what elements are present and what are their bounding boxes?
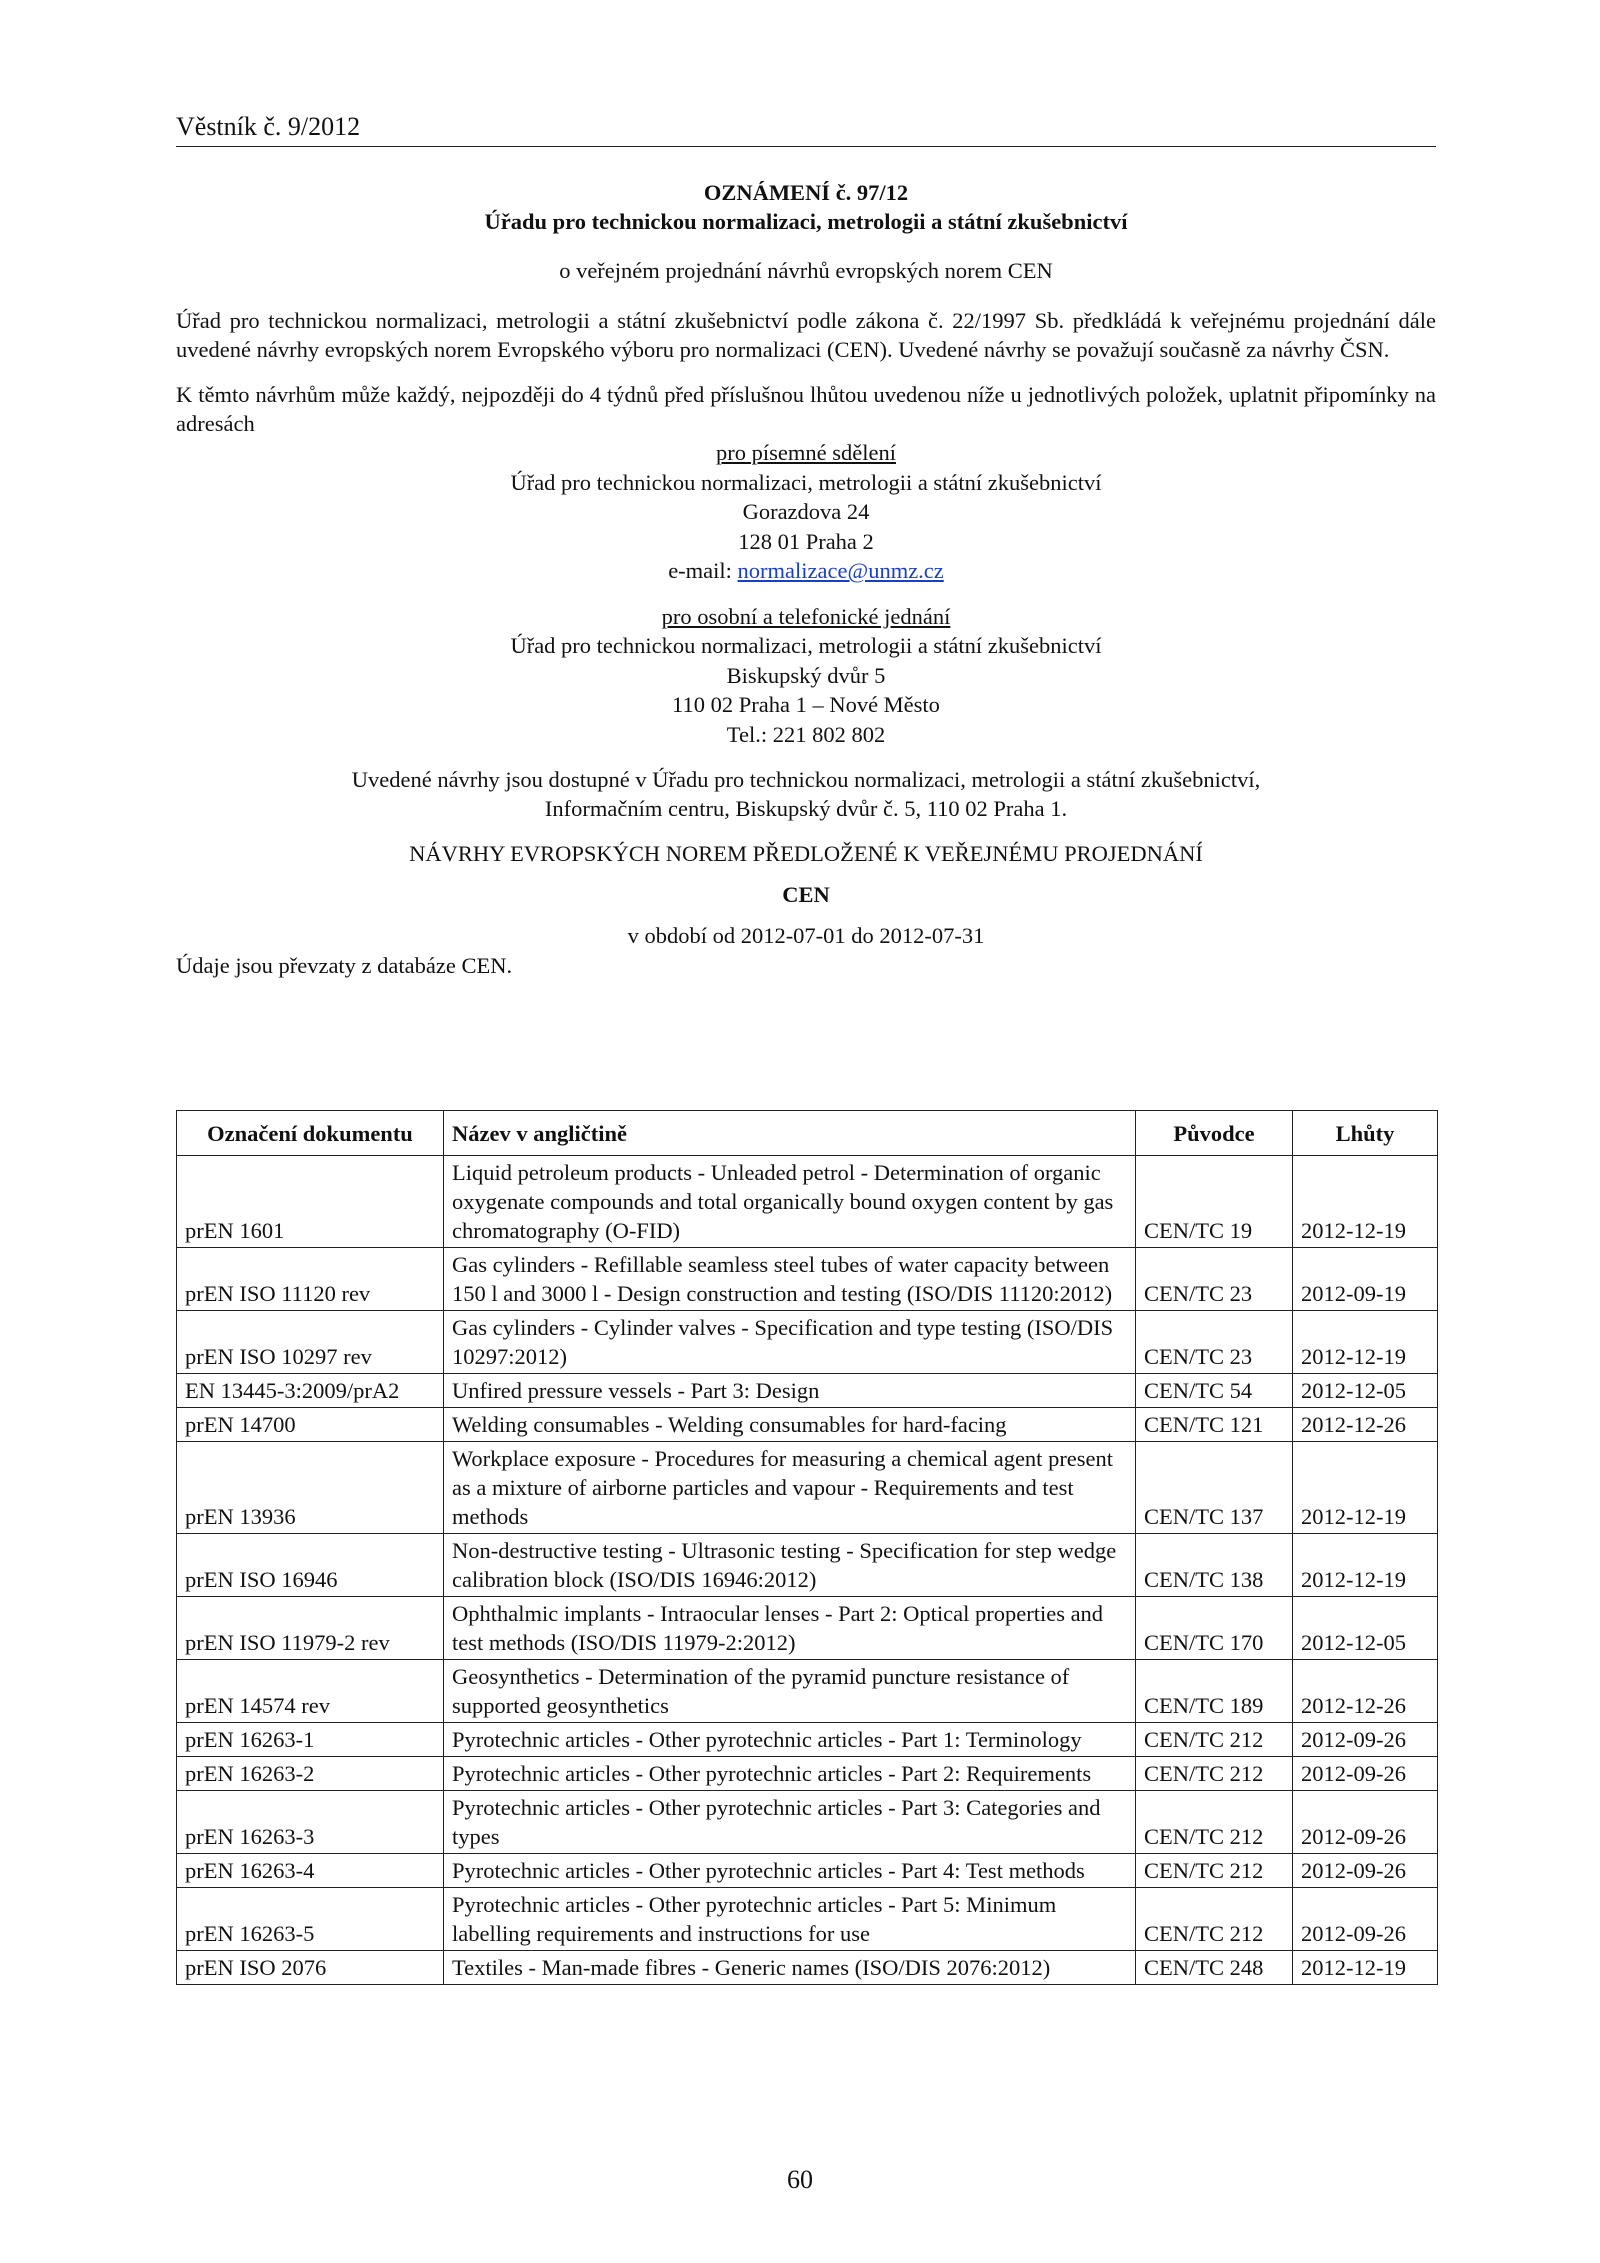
written-address-line3: 128 01 Praha 2 bbox=[738, 528, 874, 554]
notice-subject: o veřejném projednání návrhů evropských norem CEN bbox=[559, 258, 1053, 283]
personal-address-heading: pro osobní a telefonické jednání bbox=[661, 603, 951, 629]
availability-line1: Uvedené návrhy jsou dostupné v Úřadu pro technickou normalizaci, metrologii a státní zkušebnictví, bbox=[351, 767, 1261, 792]
cell-deadline: 2012-09-26 bbox=[1293, 1854, 1438, 1888]
cell-deadline: 2012-09-26 bbox=[1293, 1888, 1438, 1951]
table-row bbox=[177, 1442, 1438, 1534]
cell-title: Textiles - Man-made fibres - Generic names (ISO/DIS 2076:2012) bbox=[444, 1951, 1136, 1985]
comments-paragraph: K těmto návrhům může každý, nejpozději do 4 týdnů před příslušnou lhůtou uvedenou níže u jednotlivých položek, uplatnit připomínky na adresách bbox=[176, 382, 1436, 436]
cell-originator: CEN/TC 137 bbox=[1136, 1442, 1293, 1534]
cell-originator: CEN/TC 189 bbox=[1136, 1660, 1293, 1723]
cell-title: Pyrotechnic articles - Other pyrotechnic articles - Part 4: Test methods bbox=[444, 1854, 1136, 1888]
table-row bbox=[177, 1888, 1438, 1951]
cell-title: Non-destructive testing - Ultrasonic testing - Specification for step wedge calibration block (ISO/DIS 16946:2012) bbox=[444, 1534, 1136, 1597]
cell-title: Welding consumables - Welding consumables for hard-facing bbox=[444, 1408, 1136, 1442]
cell-document-id: prEN ISO 16946 bbox=[177, 1534, 444, 1597]
cell-document-id: prEN 14574 rev bbox=[177, 1660, 444, 1723]
cell-originator: CEN/TC 138 bbox=[1136, 1534, 1293, 1597]
table-row bbox=[177, 1791, 1438, 1854]
notice-content bbox=[176, 178, 1436, 980]
cell-document-id: prEN ISO 11120 rev bbox=[177, 1248, 444, 1311]
cell-deadline: 2012-12-26 bbox=[1293, 1408, 1438, 1442]
cell-deadline: 2012-09-19 bbox=[1293, 1248, 1438, 1311]
cell-deadline: 2012-09-26 bbox=[1293, 1757, 1438, 1791]
written-address-heading: pro písemné sdělení bbox=[716, 440, 896, 465]
cell-title: Pyrotechnic articles - Other pyrotechnic articles - Part 5: Minimum labelling requirements and instructions for use bbox=[444, 1888, 1136, 1951]
cell-title: Pyrotechnic articles - Other pyrotechnic articles - Part 1: Terminology bbox=[444, 1723, 1136, 1757]
cell-title: Ophthalmic implants - Intraocular lenses - Part 2: Optical properties and test methods (ISO/DIS 11979-2:2012) bbox=[444, 1597, 1136, 1660]
table-row bbox=[177, 1408, 1438, 1442]
written-address-line2: Gorazdova 24 bbox=[742, 499, 870, 524]
section-org: CEN bbox=[782, 882, 830, 907]
cell-document-id: prEN 16263-4 bbox=[177, 1854, 444, 1888]
cell-title: Workplace exposure - Procedures for measuring a chemical agent present as a mixture of airborne particles and vapour - Requirements and test methods bbox=[444, 1442, 1136, 1534]
notice-number: OZNÁMENÍ č. 97/12 bbox=[703, 180, 909, 205]
cell-deadline: 2012-12-05 bbox=[1293, 1374, 1438, 1408]
availability-line2: Informačním centru, Biskupský dvůr č. 5, 110 02 Praha 1. bbox=[544, 796, 1068, 821]
cell-originator: CEN/TC 212 bbox=[1136, 1888, 1293, 1951]
personal-address-phone: Tel.: 221 802 802 bbox=[726, 721, 886, 747]
cell-originator: CEN/TC 23 bbox=[1136, 1311, 1293, 1374]
cell-title: Geosynthetics - Determination of the pyramid puncture resistance of supported geosynthetics bbox=[444, 1660, 1136, 1723]
period-row bbox=[176, 917, 1436, 947]
table-header-row bbox=[177, 1111, 1438, 1156]
table-row bbox=[177, 1723, 1438, 1757]
cell-deadline: 2012-12-19 bbox=[1293, 1311, 1438, 1374]
cell-originator: CEN/TC 212 bbox=[1136, 1723, 1293, 1757]
cell-deadline: 2012-12-19 bbox=[1293, 1951, 1438, 1985]
cell-deadline: 2012-12-05 bbox=[1293, 1597, 1438, 1660]
table-row bbox=[177, 1156, 1438, 1248]
notice-issuer: Úřadu pro technickou normalizaci, metrologii a státní zkušebnictví bbox=[484, 209, 1128, 234]
cell-document-id: prEN ISO 10297 rev bbox=[177, 1311, 444, 1374]
email-label: e-mail: bbox=[668, 558, 738, 583]
cell-title: Unfired pressure vessels - Part 3: Design bbox=[444, 1374, 1136, 1408]
personal-address-block bbox=[176, 602, 1436, 750]
email-link[interactable]: normalizace@unmz.cz bbox=[737, 558, 944, 583]
cell-originator: CEN/TC 248 bbox=[1136, 1951, 1293, 1985]
table-row bbox=[177, 1374, 1438, 1408]
table-row bbox=[177, 1248, 1438, 1311]
table-row bbox=[177, 1660, 1438, 1723]
availability-note bbox=[176, 765, 1436, 823]
cell-deadline: 2012-12-19 bbox=[1293, 1442, 1438, 1534]
cell-deadline: 2012-09-26 bbox=[1293, 1723, 1438, 1757]
header-deadline: Lhůty bbox=[1293, 1111, 1438, 1156]
cell-title: Gas cylinders - Cylinder valves - Specification and type testing (ISO/DIS 10297:2012) bbox=[444, 1311, 1136, 1374]
cell-title: Pyrotechnic articles - Other pyrotechnic articles - Part 2: Requirements bbox=[444, 1757, 1136, 1791]
cell-originator: CEN/TC 23 bbox=[1136, 1248, 1293, 1311]
header-document-id: Označení dokumentu bbox=[177, 1111, 444, 1156]
cell-title: Pyrotechnic articles - Other pyrotechnic articles - Part 3: Categories and types bbox=[444, 1791, 1136, 1854]
section-period: v období od 2012-07-01 do 2012-07-31 bbox=[627, 923, 985, 948]
cell-originator: CEN/TC 212 bbox=[1136, 1757, 1293, 1791]
table-row bbox=[177, 1854, 1438, 1888]
cell-document-id: prEN 16263-1 bbox=[177, 1723, 444, 1757]
intro-paragraph: Úřad pro technickou normalizaci, metrologii a státní zkušebnictví podle zákona č. 22/1997 Sb. předkládá k veřejnému projednání dále uvedené návrhy evropských norem Evropského výboru pro normalizaci (CEN). Uvedené návrhy se považují současně za návrhy ČSN. bbox=[176, 308, 1436, 362]
cell-document-id: prEN 14700 bbox=[177, 1408, 444, 1442]
cell-originator: CEN/TC 170 bbox=[1136, 1597, 1293, 1660]
cell-title: Liquid petroleum products - Unleaded petrol - Determination of organic oxygenate compounds and total organically bound oxygen content by gas chromatography (O-FID) bbox=[444, 1156, 1136, 1248]
written-address-line1: Úřad pro technickou normalizaci, metrologii a státní zkušebnictví bbox=[510, 469, 1102, 495]
personal-address-line1: Úřad pro technickou normalizaci, metrologii a státní zkušebnictví bbox=[510, 633, 1102, 658]
cell-document-id: EN 13445-3:2009/prA2 bbox=[177, 1374, 444, 1408]
table-row bbox=[177, 1311, 1438, 1374]
cell-document-id: prEN 16263-5 bbox=[177, 1888, 444, 1951]
table-row bbox=[177, 1951, 1438, 1985]
written-address-email-row bbox=[176, 556, 1436, 586]
page-number: 60 bbox=[787, 2165, 813, 2194]
cell-document-id: prEN 16263-3 bbox=[177, 1791, 444, 1854]
cen-drafts-table bbox=[176, 1110, 1438, 1985]
personal-address-line2: Biskupský dvůr 5 bbox=[726, 662, 886, 688]
written-address-block bbox=[176, 438, 1436, 586]
table-row bbox=[177, 1597, 1438, 1660]
source-note: Údaje jsou převzaty z databáze CEN. bbox=[176, 953, 513, 978]
cell-document-id: prEN 13936 bbox=[177, 1442, 444, 1534]
cell-title: Gas cylinders - Refillable seamless steel tubes of water capacity between 150 l and 3000 l - Design construction and testing (ISO/DIS 11120:2012) bbox=[444, 1248, 1136, 1311]
cell-document-id: prEN 16263-2 bbox=[177, 1757, 444, 1791]
cell-originator: CEN/TC 212 bbox=[1136, 1791, 1293, 1854]
journal-header: Věstník č. 9/2012 bbox=[176, 112, 1436, 147]
cell-originator: CEN/TC 212 bbox=[1136, 1854, 1293, 1888]
cell-deadline: 2012-09-26 bbox=[1293, 1791, 1438, 1854]
cell-originator: CEN/TC 54 bbox=[1136, 1374, 1293, 1408]
cell-document-id: prEN 1601 bbox=[177, 1156, 444, 1248]
section-title: NÁVRHY EVROPSKÝCH NOREM PŘEDLOŽENÉ K VEŘEJNÉMU PROJEDNÁNÍ bbox=[409, 841, 1203, 866]
cell-deadline: 2012-12-26 bbox=[1293, 1660, 1438, 1723]
header-english-title: Název v angličtině bbox=[444, 1111, 1136, 1156]
header-originator: Původce bbox=[1136, 1111, 1293, 1156]
cell-document-id: prEN ISO 11979-2 rev bbox=[177, 1597, 444, 1660]
cell-deadline: 2012-12-19 bbox=[1293, 1156, 1438, 1248]
cell-deadline: 2012-12-19 bbox=[1293, 1534, 1438, 1597]
cell-originator: CEN/TC 19 bbox=[1136, 1156, 1293, 1248]
cell-document-id: prEN ISO 2076 bbox=[177, 1951, 444, 1985]
table-row bbox=[177, 1757, 1438, 1791]
personal-address-line3: 110 02 Praha 1 – Nové Město bbox=[672, 692, 940, 717]
cell-originator: CEN/TC 121 bbox=[1136, 1408, 1293, 1442]
table-row bbox=[177, 1534, 1438, 1597]
